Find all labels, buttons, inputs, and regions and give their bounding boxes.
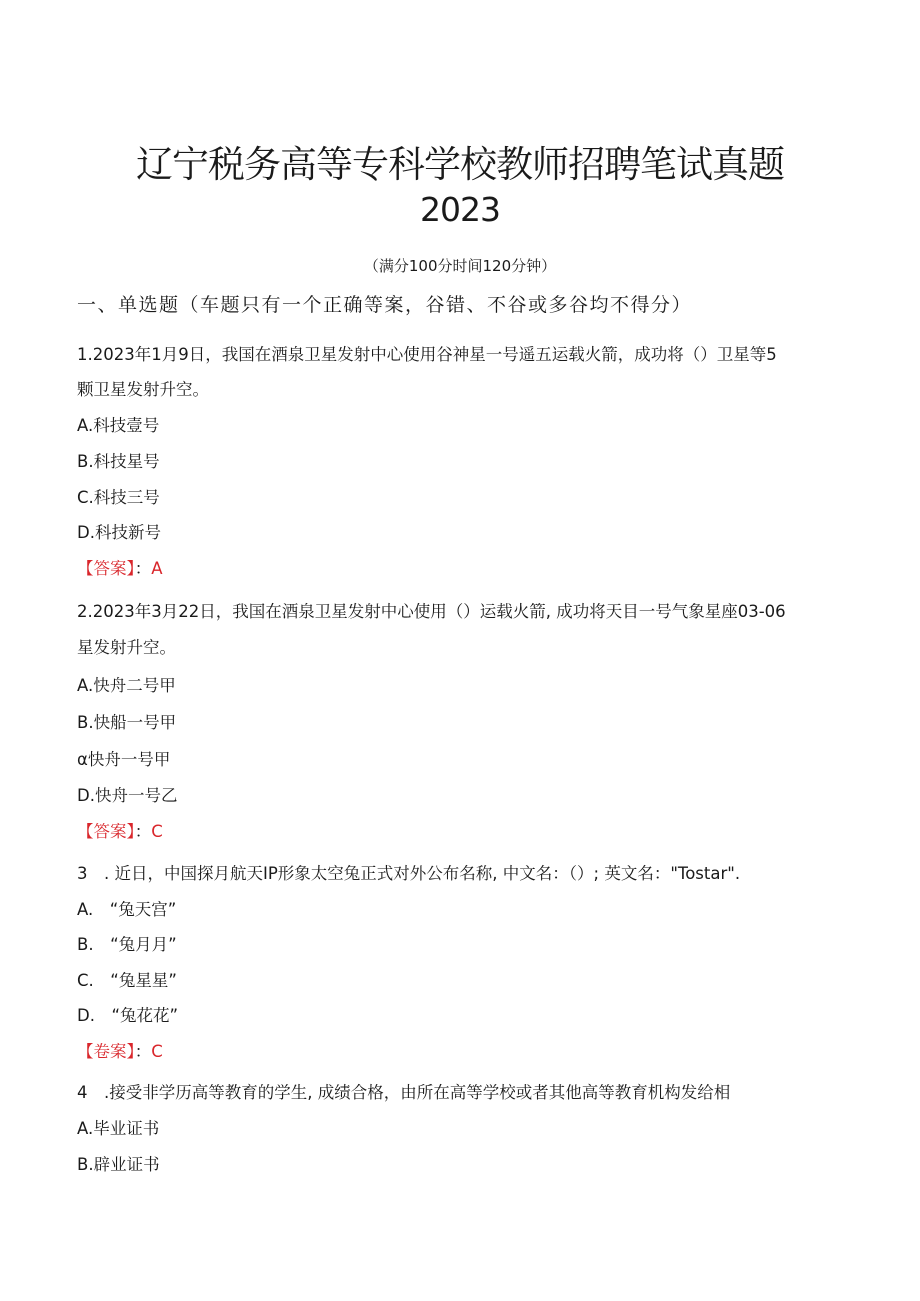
question-2-option-d: D.快舟一号乙 <box>77 786 178 805</box>
page-title-year: 2023 <box>420 190 500 229</box>
question-3-option-b: B. “兔月月” <box>77 935 177 954</box>
question-3-stem-line-1: 3 . 近日，中国探月航天IP形象太空兔正式对外公布名称, 中文名：（）; 英文名："Tostar". <box>77 864 741 883</box>
answer-value: C <box>151 1042 163 1061</box>
question-2-option-c: α快舟一号甲 <box>77 750 171 769</box>
question-4-option-a: A.毕业证书 <box>77 1119 160 1138</box>
question-1-option-a: A.科技壹号 <box>77 416 160 435</box>
section-heading: 一、单选题（车题只有一个正确等案，谷错、不谷或多谷均不得分） <box>77 294 693 316</box>
question-3-option-a: A. “兔天宫” <box>77 900 177 919</box>
page-title: 辽宁税务高等专科学校教师招聘笔试真题 <box>136 143 784 186</box>
answer-value: C <box>151 822 163 841</box>
answer-label: 【答案】 <box>77 822 135 841</box>
answer-value: A <box>151 559 163 578</box>
question-3-option-d: D. “兔花花” <box>77 1006 179 1025</box>
answer-label: 【卷案】 <box>77 1042 135 1061</box>
question-1-option-b: B.科技星号 <box>77 452 160 471</box>
question-2-stem-line-1: 2.2023年3月22日，我国在酒泉卫星发射中心使用（）运载火箭, 成功将天目一号气象星座03-06 <box>77 602 786 621</box>
answer-colon: ： <box>134 822 152 841</box>
answer-colon: ： <box>134 559 152 578</box>
question-1-option-c: C.科技三号 <box>77 488 160 507</box>
question-3-answer <box>77 1038 163 1062</box>
question-4-option-b: B.辟业证书 <box>77 1155 160 1174</box>
question-3-option-c: C. “兔星星” <box>77 971 177 990</box>
question-1-option-d: D.科技新号 <box>77 523 161 542</box>
answer-colon: ： <box>134 1042 152 1061</box>
question-2-answer <box>77 818 163 842</box>
question-1-stem-line-1: 1.2023年1月9日，我国在酒泉卫星发射中心使用谷神星一号遥五运载火箭，成功将（）卫星等5 <box>77 345 777 364</box>
exam-info: （满分100分时间120分钟） <box>363 257 557 275</box>
question-2-option-b: B.快船一号甲 <box>77 713 177 732</box>
answer-label: 【答案】 <box>77 559 135 578</box>
question-4-stem-line-1: 4 .接受非学历高等教育的学生, 成绩合格，由所在高等学校或者其他高等教育机构发给相 <box>77 1083 731 1102</box>
question-1-answer <box>77 555 163 579</box>
question-2-stem-line-2: 星发射升空。 <box>77 638 176 657</box>
question-2-option-a: A.快舟二号甲 <box>77 676 176 695</box>
question-1-stem-line-2: 颗卫星发射升空。 <box>77 380 209 399</box>
